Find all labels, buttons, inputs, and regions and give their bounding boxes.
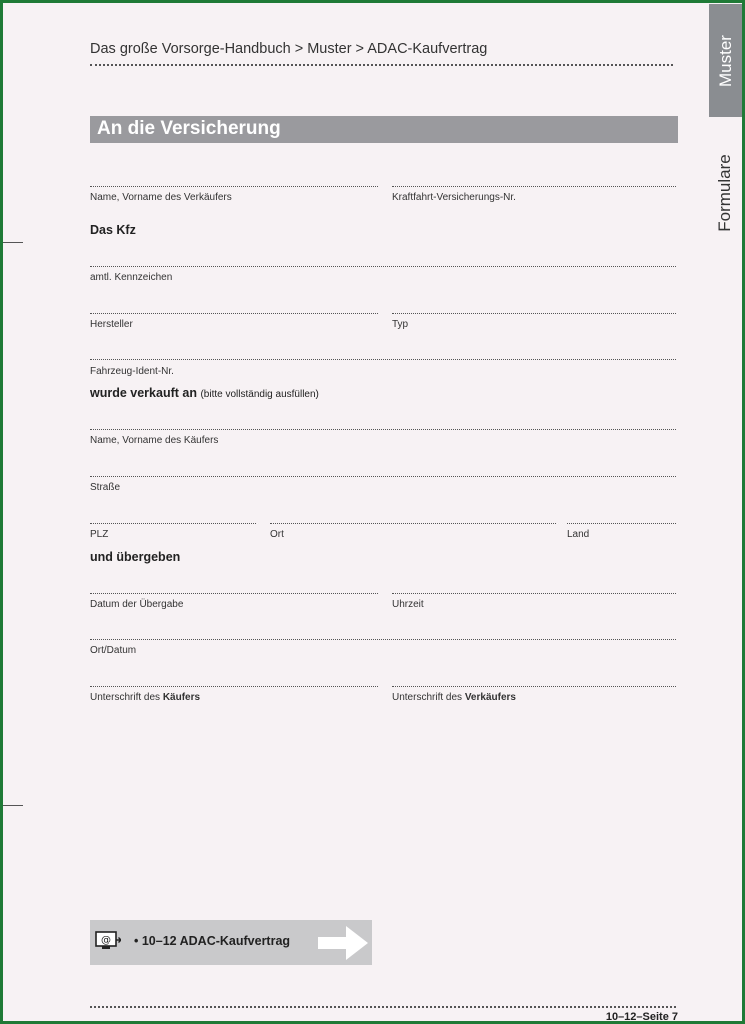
heading-sold-to-text: wurde verkauft an — [90, 386, 197, 400]
svg-text:@: @ — [101, 935, 111, 946]
breadcrumb: Das große Vorsorge-Handbuch > Muster > ADAC-Kaufvertrag — [90, 41, 488, 57]
field-place-date-label: Ort/Datum — [90, 645, 137, 656]
field-city-line[interactable] — [270, 523, 556, 524]
field-seller-name-label: Name, Vorname des Verkäufers — [90, 192, 232, 203]
field-seller-name-line[interactable] — [90, 186, 378, 187]
field-vin-label: Fahrzeug-Ident-Nr. — [90, 366, 174, 377]
field-sig-seller-label — [392, 692, 516, 703]
field-buyer-name-label: Name, Vorname des Käufers — [90, 435, 219, 446]
download-link-label: • 10–12 ADAC-Kaufvertrag — [134, 934, 291, 948]
section-header — [90, 116, 678, 143]
field-time-line[interactable] — [392, 593, 676, 594]
field-city-label: Ort — [270, 529, 284, 540]
field-plate-label: amtl. Kennzeichen — [90, 272, 173, 283]
field-insurance-no-line[interactable] — [392, 186, 676, 187]
field-insurance-no-label: Kraftfahrt-Versicherungs-Nr. — [392, 192, 516, 203]
sig-buyer-prefix: Unterschrift des — [90, 692, 163, 703]
margin-mark-bottom — [3, 805, 23, 806]
heading-handed-over: und übergeben — [90, 550, 181, 564]
field-sig-seller-line[interactable] — [392, 686, 676, 687]
footer-divider — [90, 1006, 676, 1008]
field-street-label: Straße — [90, 482, 121, 493]
sig-buyer-bold: Käufers — [162, 692, 201, 703]
section-title: An die Versicherung — [97, 118, 281, 139]
tab-formulare-label: Formulare — [715, 154, 734, 232]
field-sig-buyer-line[interactable] — [90, 686, 378, 687]
field-place-date-line[interactable] — [90, 639, 676, 640]
arrow-right-icon — [316, 923, 370, 963]
field-handover-date-label: Datum der Übergabe — [90, 599, 184, 610]
tab-formulare[interactable] — [711, 152, 739, 234]
sig-seller-bold: Verkäufers — [464, 692, 516, 703]
heading-vehicle: Das Kfz — [90, 223, 136, 237]
field-country-label: Land — [567, 529, 590, 540]
heading-sold-to-note: (bitte vollständig ausfüllen) — [200, 389, 319, 400]
field-country-line[interactable] — [567, 523, 676, 524]
tab-muster[interactable] — [709, 4, 742, 117]
margin-mark-top — [3, 242, 23, 243]
header-divider — [90, 64, 673, 66]
field-zip-label: PLZ — [90, 529, 109, 540]
field-manufacturer-line[interactable] — [90, 313, 378, 314]
field-vin-line[interactable] — [90, 359, 676, 360]
tab-muster-label: Muster — [715, 34, 735, 87]
field-manufacturer-label: Hersteller — [90, 319, 133, 330]
field-type-label: Typ — [392, 319, 409, 330]
sig-seller-prefix: Unterschrift des — [392, 692, 465, 703]
monitor-at-icon — [95, 931, 121, 951]
page-number: 10–12–Seite 7 — [605, 1011, 678, 1023]
field-type-line[interactable] — [392, 313, 676, 314]
field-time-label: Uhrzeit — [392, 599, 424, 610]
field-plate-line[interactable] — [90, 266, 676, 267]
field-sig-buyer-label — [90, 692, 200, 703]
download-link-box[interactable] — [90, 920, 372, 965]
heading-sold-to — [90, 386, 319, 400]
field-zip-line[interactable] — [90, 523, 256, 524]
field-handover-date-line[interactable] — [90, 593, 378, 594]
field-street-line[interactable] — [90, 476, 676, 477]
field-buyer-name-line[interactable] — [90, 429, 676, 430]
